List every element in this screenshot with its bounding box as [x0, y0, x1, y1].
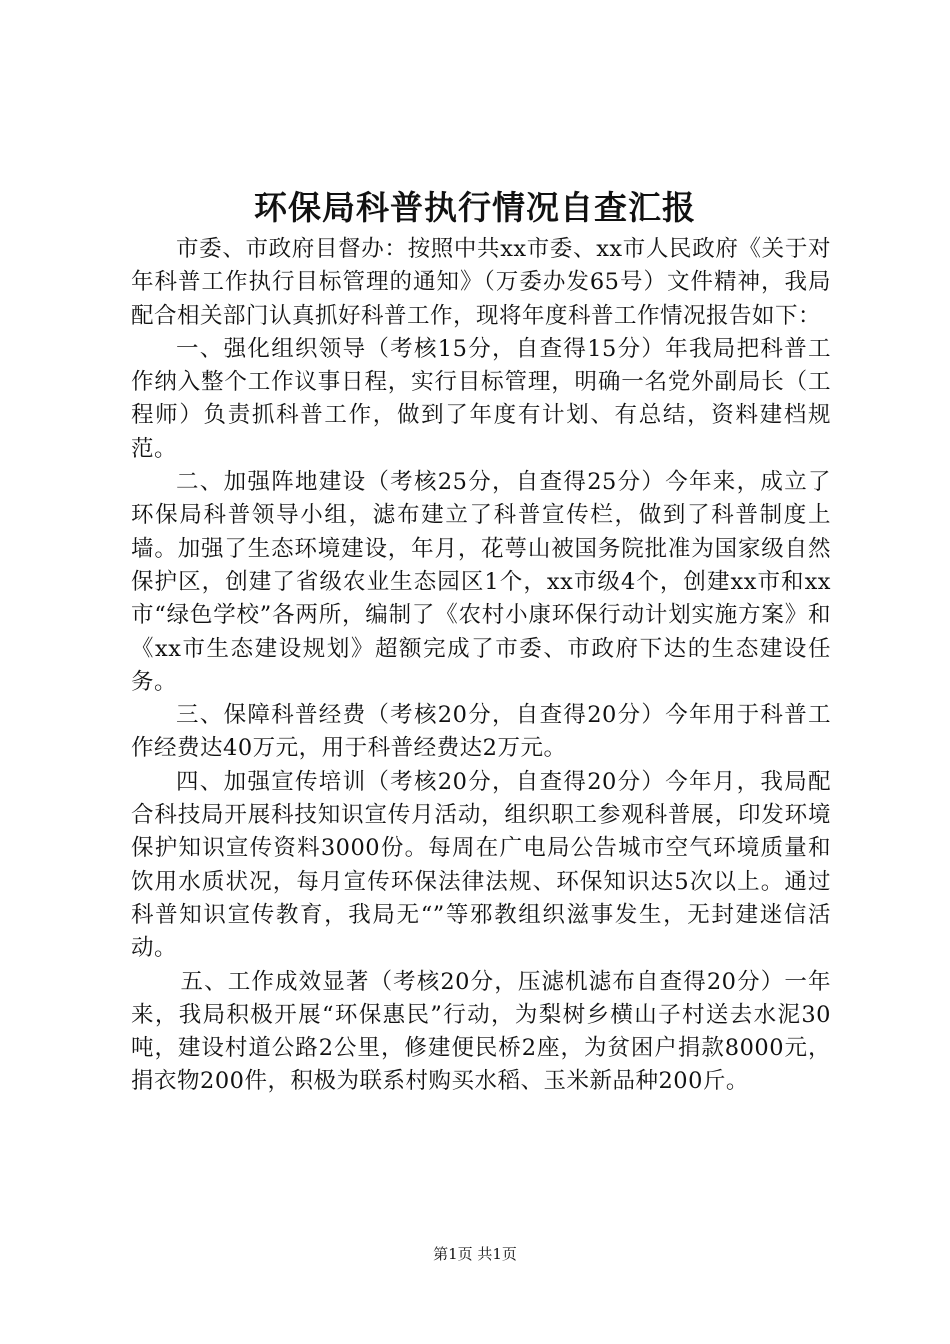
- document-body: [131, 233, 831, 1099]
- paragraph-salutation: 市委、市政府目督办：按照中共xx市委、xx市人民政府《关于对年科普工作执行目标管理的通知》（万委办发65号）文件精神，我局配合相关部门认真抓好科普工作，现将年度科普工作情况报告如下：: [131, 236, 831, 329]
- page-footer: 第1页 共1页: [433, 1245, 517, 1263]
- paragraph-work-results: 五、工作成效显著（考核20分，压滤机滤布自查得20分）一年来，我局积极开展“环保惠民”行动，为梨树乡横山子村送去水泥30吨，建设村道公路2公里，修建便民桥2座，为贫困户捐款8000元，捐衣物200件，积极为联系村购买水稻、玉米新品种200斤。: [131, 968, 831, 1095]
- document-title: 环保局科普执行情况自查汇报: [254, 188, 696, 227]
- paragraph-publicity-training: 四、加强宣传培训（考核20分，自查得20分）今年月，我局配合科技局开展科技知识宣传月活动，组织职工参观科普展，印发环境保护知识宣传资料3000份。每周在广电局公告城市空气环境质量和饮用水质状况，每月宣传环保法律法规、环保知识达5次以上。通过科普知识宣传教育，我局无“”等邪教组织滋事发生，无封建迷信活动。: [131, 768, 831, 962]
- paragraph-base-construction: 二、加强阵地建设（考核25分，自查得25分）今年来，成立了环保局科普领导小组，滤布建立了科普宣传栏，做到了科普制度上墙。加强了生态环境建设，年月，花萼山被国务院批准为国家级自然保护区，创建了省级农业生态园区1个，xx市级4个，创建xx市和xx市“绿色学校”各两所，编制了《农村小康环保行动计划实施方案》和《xx市生态建设规划》超额完成了市委、市政府下达的生态建设任务。: [131, 469, 831, 695]
- paragraph-funding: 三、保障科普经费（考核20分，自查得20分）今年用于科普工作经费达40万元，用于科普经费达2万元。: [131, 702, 831, 762]
- paragraph-organization-leadership: 一、强化组织领导（考核15分，自查得15分）年我局把科普工作纳入整个工作议事日程，实行目标管理，明确一名党外副局长（工程师）负责抓科普工作，做到了年度有计划、有总结，资料建档规范。: [131, 335, 831, 462]
